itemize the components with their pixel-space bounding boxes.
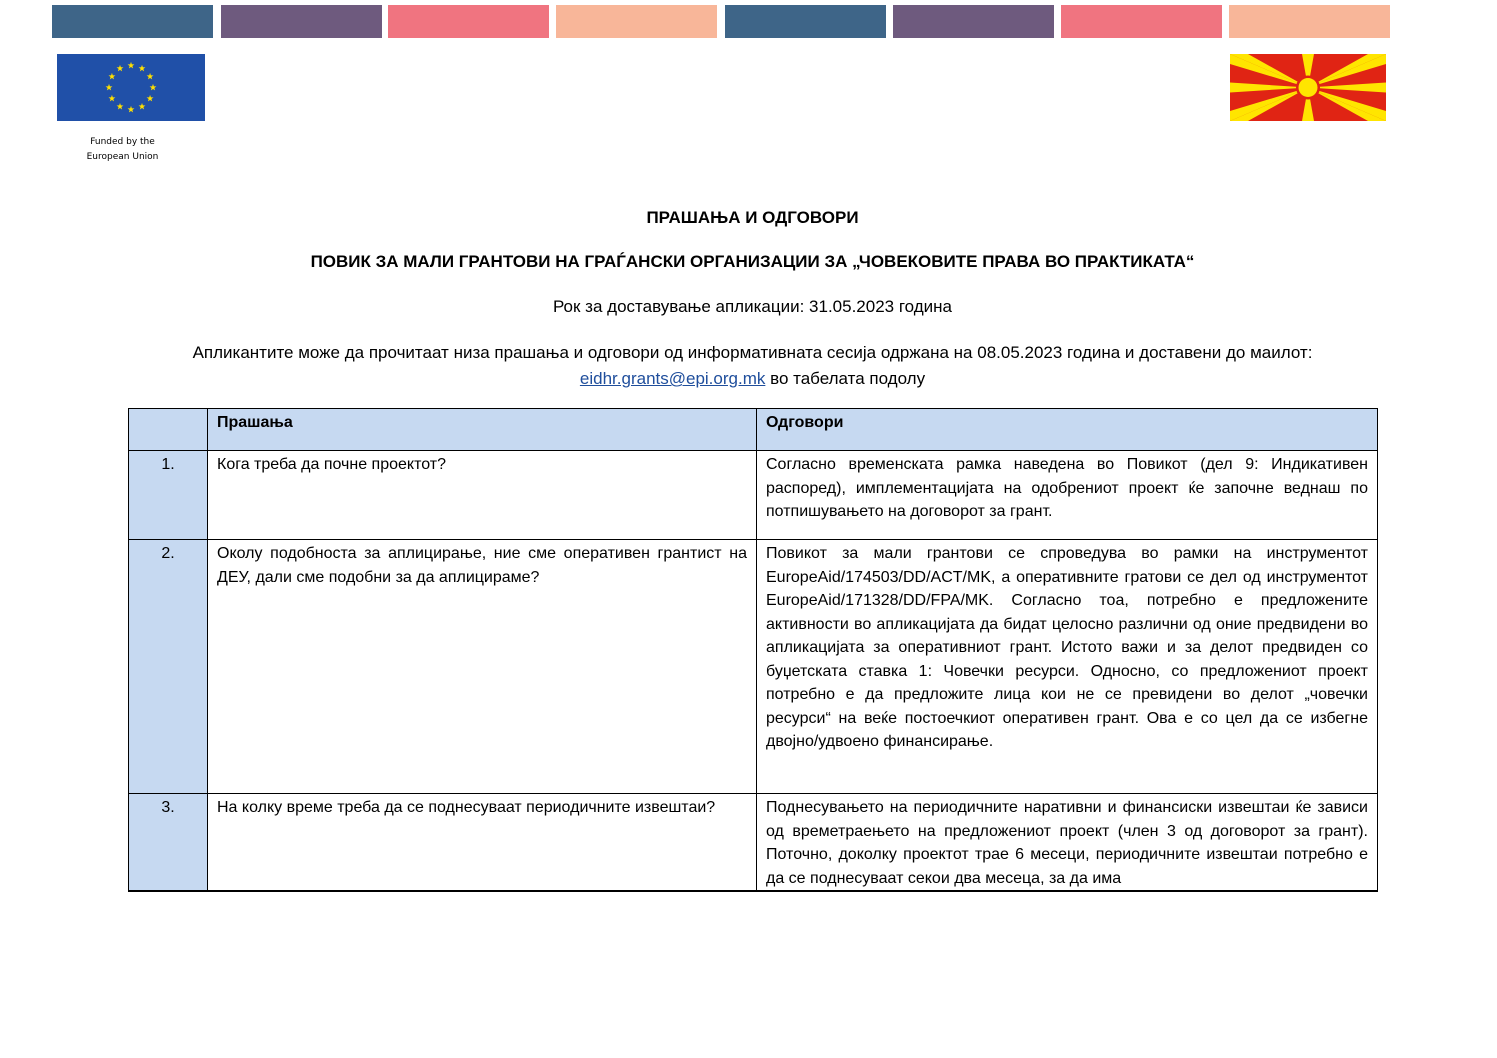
color-block-5 [725, 5, 886, 38]
answer-cell: Поднесувањето на периодичните наративни и финансиски извештаи ќе зависи од времетраењето на предложениот проект (член 3 од договорот за грант). Поточно, доколку проектот трае 6 месеци, периодичните извештаи потребно е да се поднесуваат секои два месеца, за да има [757, 794, 1378, 892]
table-header-row [129, 409, 1378, 451]
row-number [129, 451, 208, 540]
table-row [129, 794, 1378, 892]
answer-cell: Повикот за мали грантови се спроведува во рамки на инструментот EuropeAid/174503/DD/ACT/MK, а оперативните гратови се дел од инструментот EuropeAid/171328/DD/FPA/MK. Согласно тоа, потребно е предложените активности во апликацијата да бидат целосно различни од оние предвидени во апликацијата за оперативниот грант. Истото важи и за делот предвиден со буџетската ставка 1: Човечки ресурси. Односно, со предложениот проект потребно е да предложите лица кои не се превидени во делот „човечки ресурси“ на веќе постоечкиот оперативен грант. Ова е со цел да се избегне двојно/удвоено финансирање. [757, 540, 1378, 794]
intro-text: Апликантите може да прочитаат низа прашања и одговори од информативната сесија одржана на 08.05.2023 година и доставени до маилот: [192, 343, 1313, 362]
row-number-text: 2. [161, 545, 175, 562]
color-block-3 [388, 5, 549, 38]
email-link[interactable]: eidhr.grants@epi.org.mk [579, 369, 766, 388]
funded-by-eu-caption [70, 135, 175, 165]
funded-line-2: European Union [86, 152, 159, 162]
document-title: ПРАШАЊА И ОДГОВОРИ [646, 208, 859, 227]
eu-flag-logo [57, 54, 205, 121]
color-block-4 [556, 5, 717, 38]
header-questions: Прашања [208, 409, 757, 451]
header-answers: Одговори [757, 409, 1378, 451]
row-number [129, 540, 208, 794]
north-macedonia-flag-logo [1230, 54, 1386, 121]
document-subtitle: ПОВИК ЗА МАЛИ ГРАНТОВИ НА ГРАЃАНСКИ ОРГАНИЗАЦИИ ЗА „ЧОВЕКОВИТЕ ПРАВА ВО ПРАКТИКАТА“ [310, 252, 1195, 271]
header-number-cell [129, 409, 208, 451]
answer-cell: Согласно временската рамка наведена во Повикот (дел 9: Индикативен распоред), имплементацијата на одобрениот проект ќе започне веднаш по потпишувањето на договорот за грант. [757, 451, 1378, 540]
mk-flag-sun [1299, 78, 1318, 97]
table-row [129, 540, 1378, 794]
question-cell: На колку време треба да се поднесуваат периодичните извештаи? [208, 794, 757, 892]
intro-paragraph [128, 340, 1377, 392]
funded-line-1: Funded by the [90, 137, 155, 147]
color-block-6 [893, 5, 1054, 38]
question-cell: Кога треба да почне проектот? [208, 451, 757, 540]
color-block-1 [52, 5, 213, 38]
color-block-8 [1229, 5, 1390, 38]
color-block-2 [221, 5, 382, 38]
intro-text-end: во табелата подолу [765, 369, 926, 388]
row-number-text: 1. [161, 456, 175, 473]
qa-table [128, 408, 1378, 892]
table-row [129, 451, 1378, 540]
row-number [129, 794, 208, 892]
submission-deadline: Рок за доставување апликации: 31.05.2023 година [552, 297, 953, 316]
color-block-7 [1061, 5, 1222, 38]
question-cell: Околу подобноста за аплицирање, ние сме оперативен грантист на ДЕУ, дали сме подобни за да аплицираме? [208, 540, 757, 794]
row-number-text: 3. [161, 799, 175, 816]
